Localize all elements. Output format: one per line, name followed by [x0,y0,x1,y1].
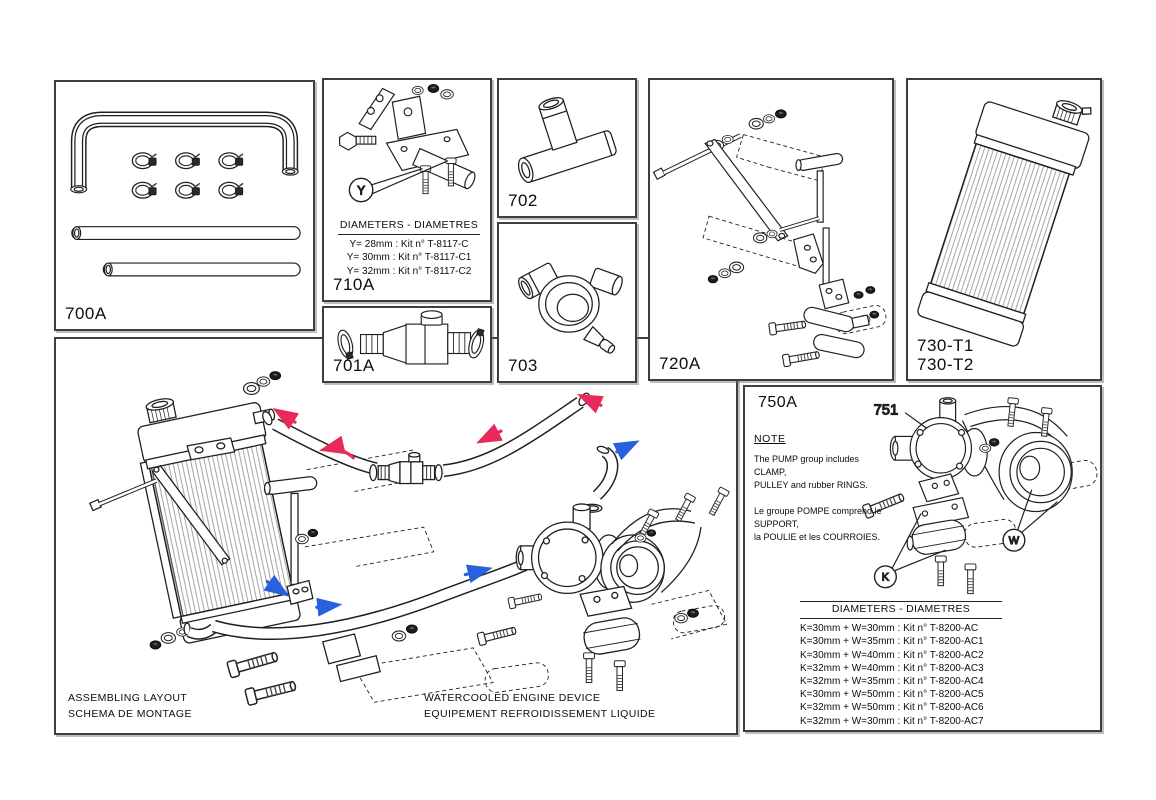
t-tube [796,153,843,222]
note-fr-line: SUPPORT, [754,519,799,529]
note-en-line: The PUMP group includes CLAMP, [754,454,859,477]
support-rod [90,481,157,511]
diameters-table-title: DIAMETERS - DIAMETRES [800,601,1002,619]
kit-row: K=32mm + W=35mm : Kit n° T-8200-AC4 [800,676,984,688]
upper-hose-2 [444,391,592,470]
hoses-clamps-drawing [56,82,313,329]
part-751-label: 751 [873,402,899,419]
assembly-caption-left [68,691,192,722]
assembly-caption-right [424,691,655,722]
caption-schema-montage: SCHEMA DE MONTAGE [68,707,192,720]
straight-hose-long [72,227,300,240]
radiator-mount-kit-drawing [650,80,892,379]
panel-label-700A: 700A [65,304,107,323]
diameters-table-title: DIAMETERS - DIAMETRES [338,218,480,235]
caption-equipement: EQUIPEMENT REFROIDISSEMENT LIQUIDE [424,707,656,720]
bent-bracket [794,234,824,273]
label-730-T1: 730-T1 [917,336,974,355]
corner-bracket [819,279,849,309]
upper-hose [261,410,376,468]
panel-702 [497,78,637,218]
panel-label-710A: 710A [333,275,375,294]
note-en-line: PULLEY and rubber RINGS. [754,480,868,490]
mount-plates [323,634,380,682]
panel-label-720A: 720A [659,354,701,373]
panel-label-701A: 701A [333,356,375,375]
kit-row: Y= 30mm : Kit n° T-8117-C1 [346,252,472,264]
panel-720A [648,78,894,381]
kit-row: K=32mm + W=40mm : Kit n° T-8200-AC3 [800,662,984,674]
panel-700A [54,80,315,331]
kit-row: K=30mm + W=35mm : Kit n° T-8200-AC1 [800,636,984,648]
label-730-T2: 730-T2 [917,355,974,374]
pump-outlet-elbow [582,445,612,512]
kit-row: K=30mm + W=50mm : Kit n° T-8200-AC5 [800,689,984,701]
leader-751 [905,413,927,429]
panel-label-702: 702 [508,191,538,210]
inline-valve [370,453,442,484]
panel-710A [322,78,492,302]
panel-750A [743,385,1102,732]
pump-751 [890,398,987,479]
panel-label-750A: 750A [758,394,798,411]
caption-watercooled: WATERCOOLED ENGINE DEVICE [424,692,601,704]
radiator-filler-cap [145,397,176,423]
panel-730 [906,78,1102,381]
pulley [999,432,1072,511]
diameters-table-750A [800,601,1002,728]
note-fr-line: la POULIE et les COURROIES. [754,532,881,542]
caption-assembling-layout: ASSEMBLING LAYOUT [68,692,188,704]
radiator-drawing [908,80,1100,379]
kit-row: K=32mm + W=30mm : Kit n° T-8200-AC7 [800,715,984,727]
straight-hose-short [103,263,300,276]
pump-bracket [919,474,959,502]
hose-clamps [132,153,243,198]
pump-note [754,433,890,544]
assembly-drawing [56,339,736,733]
kit-row: K=30mm + W=30mm : Kit n° T-8200-AC [800,623,979,635]
note-title: NOTE [754,433,786,445]
kit-row: Y= 32mm : Kit n° T-8117-C2 [346,265,472,277]
diagonal-stay [705,139,788,240]
panel-main-assembly [54,337,738,735]
note-fr-line: Le groupe POMPE comprend le [754,506,882,516]
link-plates [802,306,865,359]
panel-label-703: 703 [508,356,538,375]
callout-Y-label: Y [357,184,366,198]
engine-clamp [907,498,968,557]
callout-W-label: W [1008,535,1020,548]
kit-row: K=30mm + W=40mm : Kit n° T-8200-AC2 [800,649,984,661]
callout-K-label: K [881,571,890,584]
panel-701A [322,306,492,383]
panel-703 [497,222,637,383]
hex-bolt [340,132,376,150]
kit-row: K=32mm + W=50mm : Kit n° T-8200-AC6 [800,702,984,714]
diameters-table-710A [338,218,480,278]
panel-label-730 [917,336,974,374]
kit-row: Y= 28mm : Kit n° T-8117-C [349,239,469,251]
